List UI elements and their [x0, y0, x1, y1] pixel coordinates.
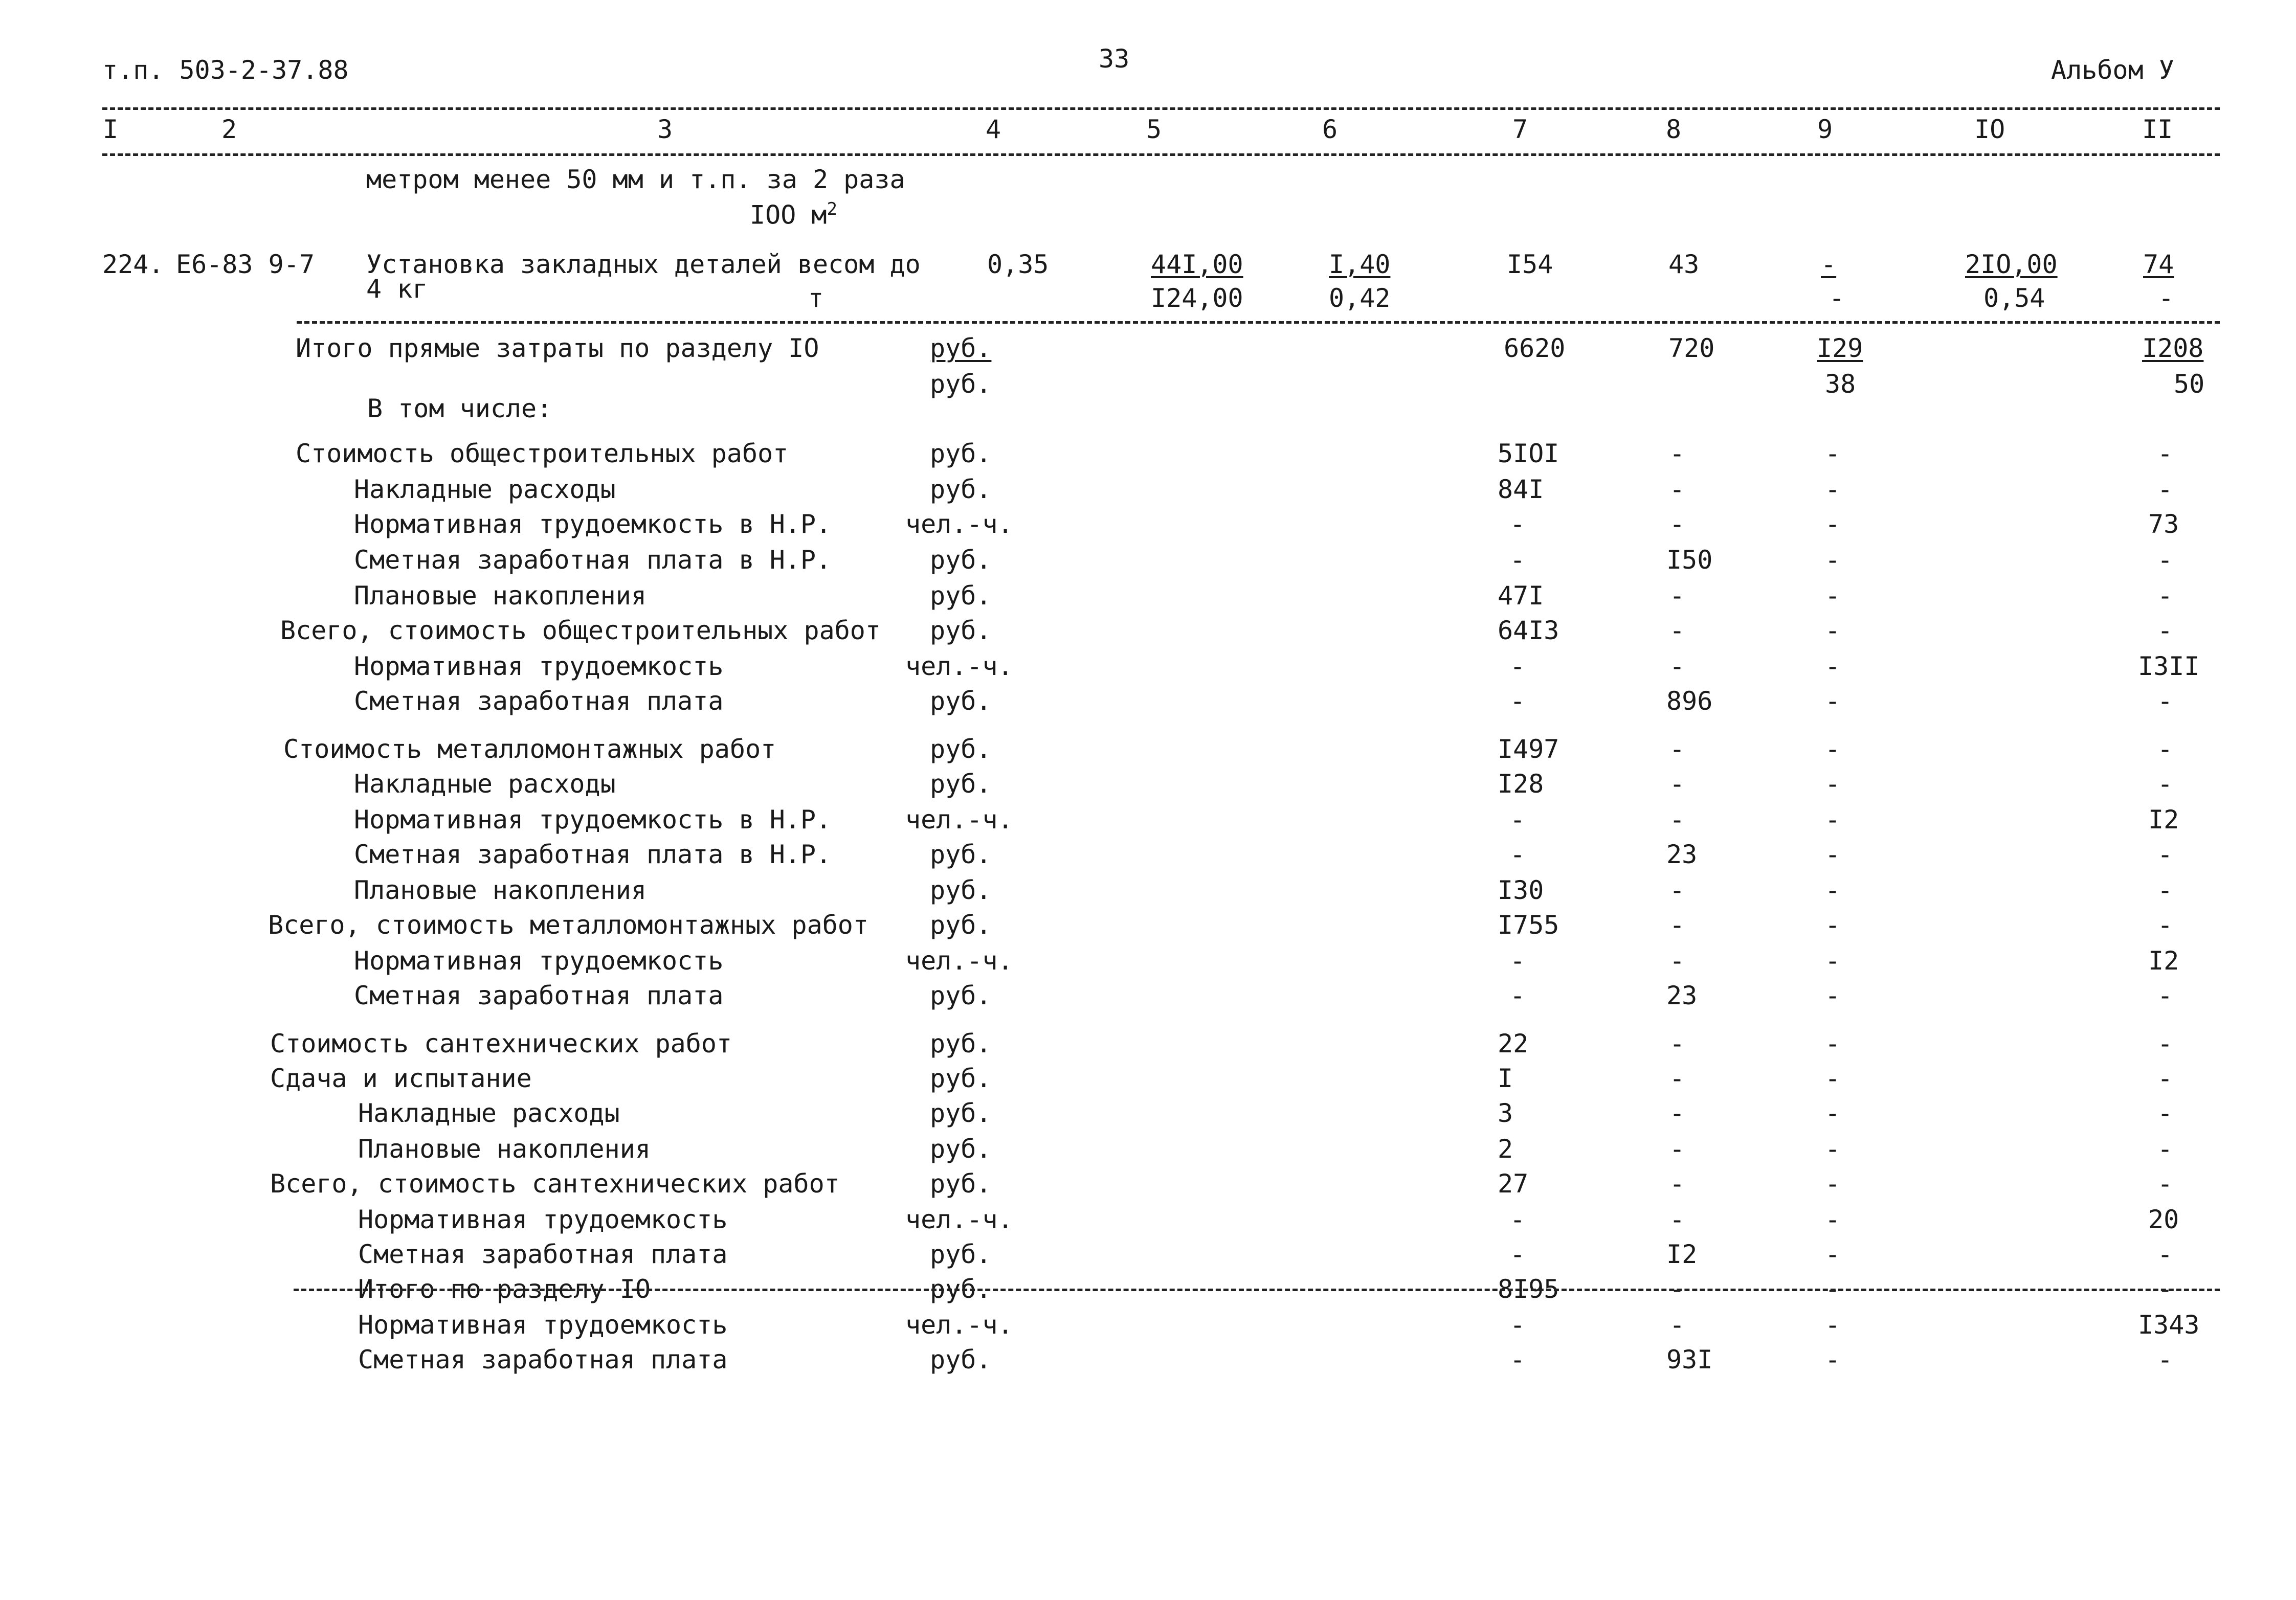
- row-col8: -: [1669, 581, 1685, 611]
- row-col7: -: [1510, 686, 1526, 716]
- row-label: Нормативная трудоемкость: [358, 1310, 728, 1340]
- row-label: Накладные расходы: [354, 769, 616, 799]
- row-label: Всего, стоимость металломонтажных работ: [268, 910, 868, 940]
- row-col7: 64I3: [1498, 616, 1559, 645]
- row-unit: руб.: [930, 1345, 992, 1374]
- item-col7: I54: [1507, 250, 1553, 279]
- row-col7: 5IOI: [1498, 439, 1559, 468]
- row-col8: -: [1669, 1310, 1685, 1340]
- row-label: Нормативная трудоемкость в Н.Р.: [354, 509, 832, 539]
- row-unit: руб.: [930, 769, 992, 799]
- row-col11: -: [2157, 581, 2173, 611]
- row-unit: руб.: [930, 1064, 992, 1093]
- row-unit: чел.-ч.: [905, 509, 1013, 539]
- row-label: Накладные расходы: [354, 475, 616, 504]
- row-col7: -: [1510, 946, 1526, 976]
- item-quantity: 0,35: [987, 250, 1049, 279]
- row-col9: -: [1825, 1064, 1841, 1093]
- row-col8: I50: [1666, 545, 1713, 575]
- row-col7: 8I95: [1498, 1274, 1559, 1304]
- item-col10-top: 2IO,00: [1965, 250, 2058, 279]
- row-col7: I30: [1498, 875, 1544, 905]
- row-col9: -: [1825, 805, 1841, 835]
- item-col11-bottom: -: [2158, 283, 2174, 313]
- total-direct-col9-bottom: 38: [1825, 369, 1856, 399]
- column-header-10: IO: [1974, 115, 2005, 144]
- row-unit: руб.: [930, 616, 992, 645]
- row-col11: -: [2157, 1240, 2173, 1269]
- row-col9: -: [1825, 734, 1841, 764]
- row-unit: руб.: [930, 875, 992, 905]
- row-label: Сметная заработная плата в Н.Р.: [354, 840, 832, 869]
- row-col8: -: [1669, 616, 1685, 645]
- row-col7: 27: [1498, 1169, 1529, 1199]
- row-col11: I2: [2148, 805, 2179, 835]
- row-unit: руб.: [930, 475, 992, 504]
- row-label: Сметная заработная плата: [354, 981, 724, 1010]
- row-col11: -: [2157, 475, 2173, 504]
- item-col6-bottom: 0,42: [1329, 283, 1391, 313]
- row-col7: -: [1510, 509, 1526, 539]
- total-direct-unit: руб.: [930, 333, 992, 363]
- row-col8: 93I: [1666, 1345, 1713, 1374]
- row-col7: -: [1510, 1310, 1526, 1340]
- total-direct-col11-top: I208: [2142, 333, 2204, 363]
- column-header-6: 6: [1322, 115, 1338, 144]
- row-col9: -: [1825, 946, 1841, 976]
- row-unit: чел.-ч.: [905, 805, 1013, 835]
- total-direct-label: Итого прямые затраты по разделу IO: [296, 333, 819, 363]
- row-col7: -: [1510, 1345, 1526, 1374]
- row-col11: -: [2157, 769, 2173, 799]
- page-number: 33: [1099, 44, 1130, 74]
- row-label: Плановые накопления: [354, 581, 647, 611]
- section-total-rule: [294, 1289, 2220, 1291]
- row-col11: -: [2157, 1169, 2173, 1199]
- row-col7: -: [1510, 805, 1526, 835]
- row-label: Сметная заработная плата: [354, 686, 724, 716]
- row-label: Стоимость металломонтажных работ: [283, 734, 776, 764]
- album-label: Альбом У: [2051, 55, 2174, 85]
- column-header-5: 5: [1146, 115, 1162, 144]
- row-unit: руб.: [930, 1169, 992, 1199]
- row-col11: -: [2157, 1064, 2173, 1093]
- row-col7: I755: [1498, 910, 1559, 940]
- column-header-4: 4: [985, 115, 1001, 144]
- header-top-rule: [102, 107, 2220, 110]
- row-label: Плановые накопления: [354, 875, 647, 905]
- row-col9: -: [1825, 545, 1841, 575]
- row-unit: руб.: [930, 1029, 992, 1058]
- row-col8: -: [1669, 1029, 1685, 1058]
- row-col8: 23: [1666, 981, 1698, 1010]
- column-header-3: 3: [657, 115, 673, 144]
- row-col11: -: [2157, 1274, 2173, 1304]
- row-col8: -: [1669, 769, 1685, 799]
- row-label: Накладные расходы: [358, 1098, 620, 1128]
- including-label: В том числе:: [367, 394, 552, 423]
- row-col9: -: [1825, 981, 1841, 1010]
- row-col8: -: [1669, 1134, 1685, 1164]
- row-col8: -: [1669, 509, 1685, 539]
- continuation-text: метром менее 50 мм и т.п. за 2 раза: [366, 165, 905, 194]
- column-header-7: 7: [1512, 115, 1528, 144]
- row-col9: -: [1825, 1029, 1841, 1058]
- item-col9-bottom: -: [1829, 283, 1845, 313]
- column-header-1: I: [102, 115, 119, 144]
- total-direct-unit-2: руб.: [930, 369, 992, 399]
- row-unit: руб.: [930, 840, 992, 869]
- row-label: Нормативная трудоемкость: [354, 651, 724, 681]
- row-col9: -: [1825, 910, 1841, 940]
- row-col8: -: [1669, 439, 1685, 468]
- row-unit: чел.-ч.: [905, 1205, 1013, 1234]
- row-label: Сметная заработная плата: [358, 1240, 728, 1269]
- row-col7: -: [1510, 981, 1526, 1010]
- row-col9: -: [1825, 1274, 1841, 1304]
- row-unit: руб.: [930, 981, 992, 1010]
- row-col9: -: [1825, 616, 1841, 645]
- row-unit: руб.: [930, 1134, 992, 1164]
- item-col8: 43: [1668, 250, 1700, 279]
- item-col9-top: -: [1821, 250, 1837, 279]
- row-label: Стоимость общестроительных работ: [296, 439, 789, 468]
- item-code: Е6-83 9-7: [176, 250, 315, 279]
- total-direct-col9-top: I29: [1817, 333, 1863, 363]
- item-col10-bottom: 0,54: [1983, 283, 2045, 313]
- row-col9: -: [1825, 509, 1841, 539]
- row-col8: -: [1669, 910, 1685, 940]
- column-header-9: 9: [1817, 115, 1833, 144]
- row-col8: -: [1669, 1274, 1685, 1304]
- row-col8: -: [1669, 1064, 1685, 1093]
- row-col11: -: [2157, 439, 2173, 468]
- row-col7: -: [1510, 651, 1526, 681]
- row-col9: -: [1825, 686, 1841, 716]
- item-unit: т: [808, 283, 824, 313]
- row-col9: -: [1825, 1205, 1841, 1234]
- row-label: Нормативная трудоемкость в Н.Р.: [354, 805, 832, 835]
- row-col8: -: [1669, 805, 1685, 835]
- row-col8: -: [1669, 734, 1685, 764]
- row-col11: -: [2157, 1098, 2173, 1128]
- continuation-unit: IOO $м^2$: [750, 199, 837, 230]
- row-col8: -: [1669, 875, 1685, 905]
- row-col7: 47I: [1498, 581, 1544, 611]
- row-unit: чел.-ч.: [905, 651, 1013, 681]
- row-col8: -: [1669, 651, 1685, 681]
- row-col9: -: [1825, 769, 1841, 799]
- row-col9: -: [1825, 1345, 1841, 1374]
- row-col11: -: [2157, 545, 2173, 575]
- row-col8: 23: [1666, 840, 1698, 869]
- item-number: 224.: [102, 250, 164, 279]
- row-col9: -: [1825, 875, 1841, 905]
- column-header-2: 2: [221, 115, 237, 144]
- section-rule: [297, 321, 2220, 324]
- row-label: Всего, стоимость общестроительных работ: [280, 616, 881, 645]
- row-col11: 73: [2148, 509, 2179, 539]
- row-col7: I: [1498, 1064, 1513, 1093]
- item-col11-top: 74: [2143, 250, 2174, 279]
- row-label: Итого по разделу IO: [358, 1274, 651, 1304]
- row-col11: -: [2157, 910, 2173, 940]
- column-header-8: 8: [1665, 115, 1682, 144]
- row-unit: руб.: [930, 910, 992, 940]
- row-col7: -: [1510, 545, 1526, 575]
- row-unit: руб.: [930, 545, 992, 575]
- row-col8: -: [1669, 946, 1685, 976]
- row-unit: руб.: [930, 686, 992, 716]
- row-label: Сметная заработная плата в Н.Р.: [354, 545, 832, 575]
- row-col9: -: [1825, 1240, 1841, 1269]
- row-col7: I497: [1498, 734, 1559, 764]
- row-col9: -: [1825, 475, 1841, 504]
- header-bottom-rule: [102, 153, 2220, 156]
- total-direct-col7: 6620: [1504, 333, 1566, 363]
- row-col11: -: [2157, 1134, 2173, 1164]
- row-col11: -: [2157, 616, 2173, 645]
- row-col11: -: [2157, 686, 2173, 716]
- row-col11: 20: [2148, 1205, 2179, 1234]
- row-col8: -: [1669, 475, 1685, 504]
- row-col7: -: [1510, 1240, 1526, 1269]
- row-label: Стоимость сантехнических работ: [270, 1029, 732, 1058]
- row-unit: чел.-ч.: [905, 1310, 1013, 1340]
- row-col7: -: [1510, 840, 1526, 869]
- total-direct-col11-bottom: 50: [2174, 369, 2205, 399]
- row-col8: -: [1669, 1169, 1685, 1199]
- row-col11: -: [2157, 1029, 2173, 1058]
- item-col5-top: 44I,00: [1151, 250, 1243, 279]
- row-col11: -: [2157, 734, 2173, 764]
- row-unit: руб.: [930, 1274, 992, 1304]
- row-col11: I3II: [2138, 651, 2200, 681]
- item-name: Установка закладных деталей весом до: [366, 250, 921, 279]
- row-col7: 84I: [1498, 475, 1544, 504]
- row-label: Нормативная трудоемкость: [354, 946, 724, 976]
- row-col11: I2: [2148, 946, 2179, 976]
- row-col9: -: [1825, 439, 1841, 468]
- row-label: Сметная заработная плата: [358, 1345, 728, 1374]
- row-col9: -: [1825, 581, 1841, 611]
- row-label: Всего, стоимость сантехнических работ: [270, 1169, 840, 1199]
- row-label: Плановые накопления: [358, 1134, 651, 1164]
- row-col9: -: [1825, 651, 1841, 681]
- row-col7: 2: [1498, 1134, 1513, 1164]
- total-direct-col8: 720: [1668, 333, 1715, 363]
- row-col8: 896: [1666, 686, 1713, 716]
- row-col11: -: [2157, 981, 2173, 1010]
- row-col9: -: [1825, 840, 1841, 869]
- row-col9: -: [1825, 1134, 1841, 1164]
- row-label: Сдача и испытание: [270, 1064, 532, 1093]
- row-col7: -: [1510, 1205, 1526, 1234]
- row-unit: руб.: [930, 734, 992, 764]
- row-col9: -: [1825, 1169, 1841, 1199]
- row-col9: -: [1825, 1098, 1841, 1128]
- row-col7: I28: [1498, 769, 1544, 799]
- row-col11: I343: [2138, 1310, 2200, 1340]
- row-unit: руб.: [930, 439, 992, 468]
- row-col8: -: [1669, 1098, 1685, 1128]
- row-col11: -: [2157, 840, 2173, 869]
- column-header-11: II: [2142, 115, 2173, 144]
- row-col7: 22: [1498, 1029, 1529, 1058]
- row-col8: -: [1669, 1205, 1685, 1234]
- row-col8: I2: [1666, 1240, 1698, 1269]
- row-label: Нормативная трудоемкость: [358, 1205, 728, 1234]
- row-col7: 3: [1498, 1098, 1513, 1128]
- item-col5-bottom: I24,00: [1151, 283, 1243, 313]
- row-unit: руб.: [930, 581, 992, 611]
- row-col9: -: [1825, 1310, 1841, 1340]
- row-col11: -: [2157, 1345, 2173, 1374]
- item-col6-top: I,40: [1329, 250, 1391, 279]
- document-reference: т.п. 503-2-37.88: [102, 55, 349, 85]
- row-col11: -: [2157, 875, 2173, 905]
- row-unit: руб.: [930, 1240, 992, 1269]
- row-unit: чел.-ч.: [905, 946, 1013, 976]
- row-unit: руб.: [930, 1098, 992, 1128]
- item-name-cont: 4 кг: [366, 274, 428, 304]
